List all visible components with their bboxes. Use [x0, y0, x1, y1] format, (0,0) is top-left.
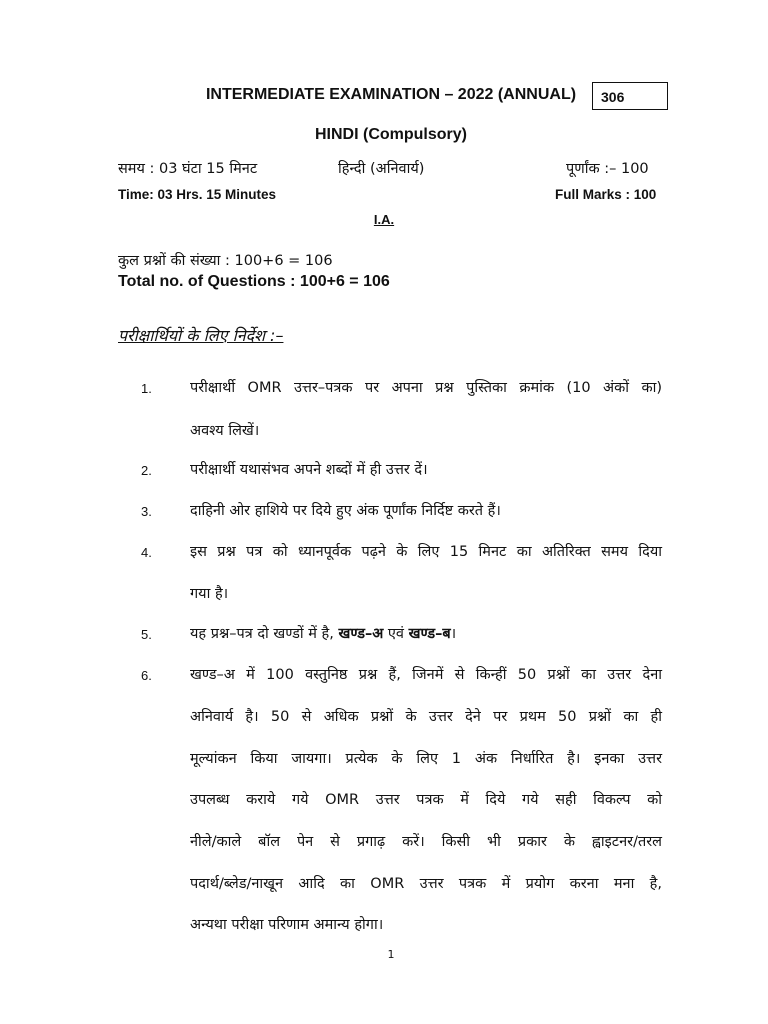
- time-hindi: समय : 03 घंटा 15 मिनट: [118, 161, 258, 177]
- instruction-line: उपलब्ध कराये गये OMR उत्तर पत्रक में दिये गये सही विकल्प को: [190, 792, 662, 808]
- time-english: Time: 03 Hrs. 15 Minutes: [118, 187, 277, 202]
- instruction-number: 1.: [141, 381, 152, 396]
- instruction-line: अनिवार्य है। 50 से अधिक प्रश्नों के उत्तर देने पर प्रथम 50 प्रश्नों का ही: [190, 709, 662, 725]
- exam-title: INTERMEDIATE EXAMINATION – 2022 (ANNUAL): [205, 86, 577, 103]
- questions-count-english: Total no. of Questions : 100+6 = 106: [118, 273, 390, 290]
- marks-hindi: पूर्णांक :– 100: [566, 161, 649, 177]
- instruction-line: यह प्रश्न–पत्र दो खण्डों में है, खण्ड–अ एवं खण्ड–ब।: [190, 626, 457, 642]
- instruction-number: 5.: [141, 627, 152, 642]
- section-a-label: खण्ड–अ: [338, 626, 384, 642]
- instruction-line: गया है।: [190, 586, 229, 602]
- instruction-line: परीक्षार्थी यथासंभव अपने शब्दों में ही उत्तर दें।: [190, 462, 428, 478]
- subject-title: HINDI (Compulsory): [315, 126, 467, 143]
- instructions-heading: परीक्षार्थियों के लिए निर्देश :–: [118, 326, 284, 345]
- questions-count-hindi: कुल प्रश्नों की संख्या : 100+6 = 106: [118, 253, 333, 269]
- paper-code-box: 306: [592, 82, 668, 110]
- instruction-number: 2.: [141, 463, 152, 478]
- section-b-label: खण्ड–ब: [408, 626, 451, 642]
- instruction-line: परीक्षार्थी OMR उत्तर–पत्रक पर अपना प्रश्न पुस्तिका क्रमांक (10 अंकों का): [190, 380, 662, 396]
- instruction-line: पदार्थ/ब्लेड/नाखून आदि का OMR उत्तर पत्रक में प्रयोग करना मना है,: [190, 876, 662, 892]
- subject-hindi: हिन्दी (अनिवार्य): [338, 161, 425, 177]
- instruction-number: 6.: [141, 668, 152, 683]
- instruction-line: खण्ड–अ में 100 वस्तुनिष्ठ प्रश्न हैं, जिनमें से किन्हीं 50 प्रश्नों का उत्तर देना: [190, 667, 662, 683]
- instruction-line: दाहिनी ओर हाशिये पर दिये हुए अंक पूर्णांक निर्दिष्ट करते हैं।: [190, 503, 501, 519]
- instruction-line: मूल्यांकन किया जायगा। प्रत्येक के लिए 1 अंक निर्धारित है। इनका उत्तर: [190, 751, 662, 767]
- page-number: 1: [387, 948, 395, 961]
- instruction-number: 4.: [141, 545, 152, 560]
- instruction-line: अन्यथा परीक्षा परिणाम अमान्य होगा।: [190, 917, 384, 933]
- instruction-line: इस प्रश्न पत्र को ध्यानपूर्वक पढ़ने के लिए 15 मिनट का अतिरिक्त समय दिया: [190, 544, 662, 560]
- instruction-line: नीले/काले बॉल पेन से प्रगाढ़ करें। किसी भी प्रकार के ह्वाइटनर/तरल: [190, 834, 662, 850]
- instruction-line: अवश्य लिखें।: [190, 423, 260, 439]
- instruction-number: 3.: [141, 504, 152, 519]
- marks-english: Full Marks : 100: [555, 187, 657, 202]
- stream-label: I.A.: [373, 212, 395, 227]
